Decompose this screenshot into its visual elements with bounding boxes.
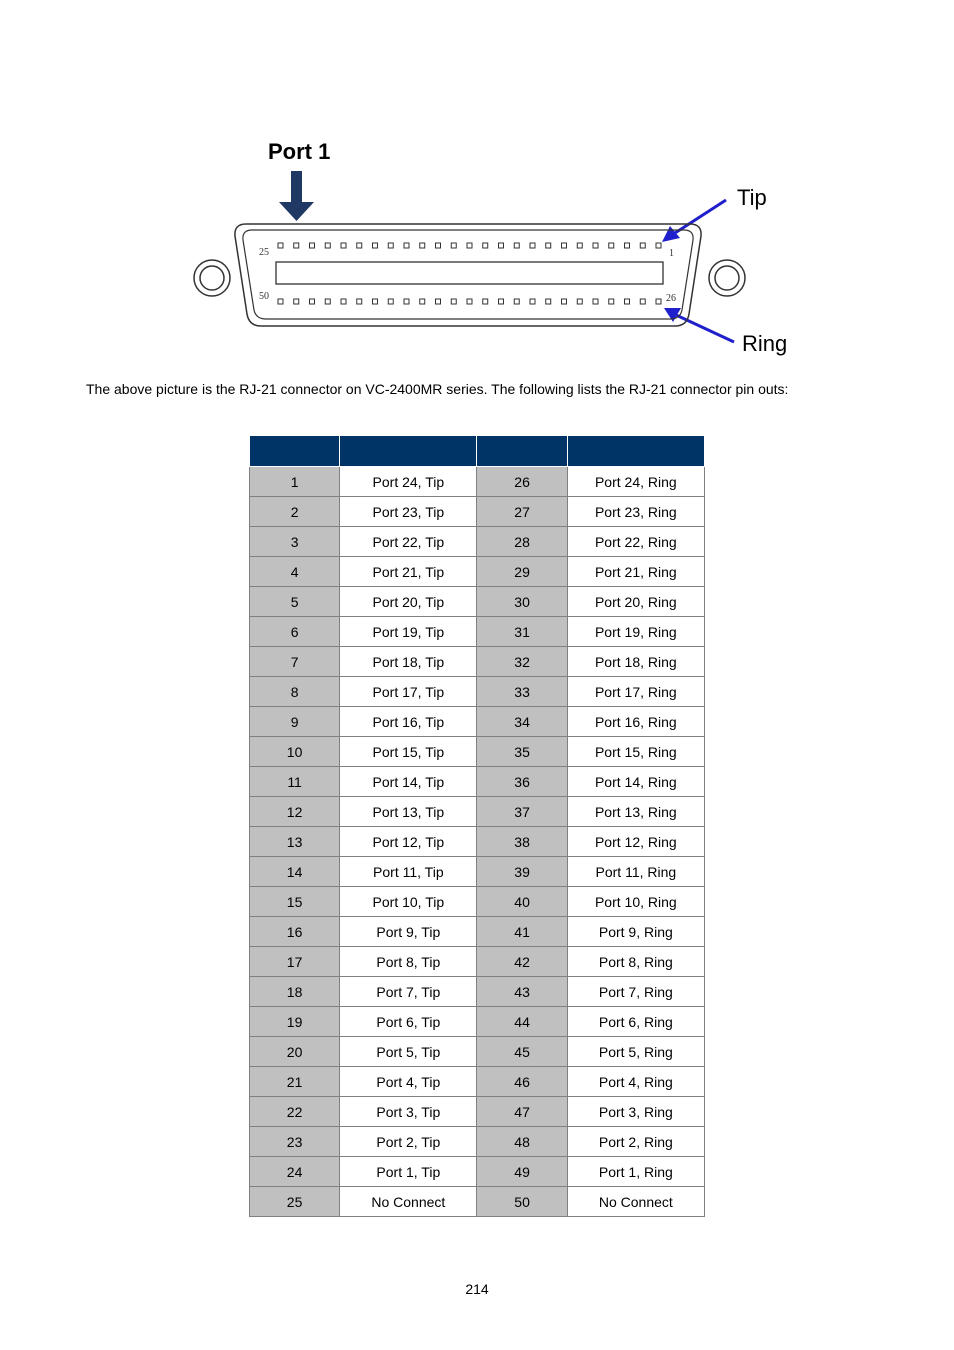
connector-pin [640,299,645,304]
pin-signal-cell: Port 10, Tip [340,887,477,917]
connector-pin [404,299,409,304]
header-cell-pin-b [477,436,567,467]
right-mounting-hole [709,260,745,296]
pin-signal-cell: Port 19, Tip [340,617,477,647]
pin-signal-cell: Port 23, Ring [567,497,704,527]
connector-pin [625,243,630,248]
pin-number-cell: 50 [477,1187,567,1217]
connector-pin [325,299,330,304]
rj21-connector-diagram [0,0,954,370]
table-row [250,1037,705,1067]
pin-signal-cell: Port 1, Tip [340,1157,477,1187]
pin-signal-cell: Port 3, Tip [340,1097,477,1127]
pin-signal-cell: Port 6, Ring [567,1007,704,1037]
pin-number-cell: 26 [477,467,567,497]
pin-number-cell: 20 [250,1037,340,1067]
connector-pin [294,243,299,248]
connector-pin [388,299,393,304]
pin-signal-cell: Port 17, Tip [340,677,477,707]
table-row [250,857,705,887]
table-row [250,767,705,797]
pin-number-cell: 2 [250,497,340,527]
connector-pin [546,243,551,248]
pin-number-cell: 31 [477,617,567,647]
connector-pin [514,299,519,304]
connector-pin [499,299,504,304]
pin-signal-cell: Port 7, Tip [340,977,477,1007]
bottom-pin-row [278,299,661,304]
table-row [250,1157,705,1187]
pin-number-cell: 34 [477,707,567,737]
pin-number-cell: 46 [477,1067,567,1097]
pin-signal-cell: Port 17, Ring [567,677,704,707]
connector-pin [609,243,614,248]
pin-signal-cell: Port 22, Tip [340,527,477,557]
pin-label-bottom-right: 26 [666,293,676,304]
connector-pin [530,243,535,248]
ring-label: Ring [742,331,788,356]
pin-signal-cell: Port 12, Tip [340,827,477,857]
table-row [250,707,705,737]
connector-pin [609,299,614,304]
connector-pin [499,243,504,248]
pin-signal-cell: Port 9, Ring [567,917,704,947]
table-row [250,977,705,1007]
table-row [250,587,705,617]
pin-number-cell: 7 [250,647,340,677]
pin-signal-cell: Port 4, Ring [567,1067,704,1097]
table-row [250,557,705,587]
pin-signal-cell: Port 15, Ring [567,737,704,767]
pin-number-cell: 22 [250,1097,340,1127]
pin-signal-cell: Port 5, Ring [567,1037,704,1067]
table-row [250,1097,705,1127]
pin-signal-cell: Port 8, Ring [567,947,704,977]
table-row [250,617,705,647]
pin-number-cell: 24 [250,1157,340,1187]
connector-pin [467,243,472,248]
table-row [250,467,705,497]
pin-signal-cell: Port 18, Ring [567,647,704,677]
connector-pin [656,299,661,304]
connector-pin [278,299,283,304]
pin-signal-cell: Port 15, Tip [340,737,477,767]
connector-pin [530,299,535,304]
tip-label: Tip [737,185,767,210]
connector-pin [483,243,488,248]
table-row [250,527,705,557]
pin-number-cell: 28 [477,527,567,557]
pin-signal-cell: Port 24, Tip [340,467,477,497]
pin-signal-cell: Port 10, Ring [567,887,704,917]
table-row [250,917,705,947]
connector-pin [546,299,551,304]
pin-signal-cell: Port 11, Ring [567,857,704,887]
pin-number-cell: 39 [477,857,567,887]
table-row [250,947,705,977]
pin-signal-cell: Port 22, Ring [567,527,704,557]
pin-number-cell: 8 [250,677,340,707]
table-row [250,737,705,767]
connector-pin [373,243,378,248]
pin-number-cell: 43 [477,977,567,1007]
pin-signal-cell: No Connect [567,1187,704,1217]
pin-number-cell: 49 [477,1157,567,1187]
pin-signal-cell: Port 1, Ring [567,1157,704,1187]
connector-shell-outer [235,224,701,326]
pin-number-cell: 19 [250,1007,340,1037]
connector-caption: The above picture is the RJ-21 connector on VC-2400MR series. The following lists the RJ-21 connector pin outs: [86,381,789,397]
connector-pin [341,299,346,304]
connector-pin [625,299,630,304]
pin-number-cell: 10 [250,737,340,767]
pin-signal-cell: Port 14, Tip [340,767,477,797]
pin-number-cell: 13 [250,827,340,857]
table-row [250,827,705,857]
connector-pin [514,243,519,248]
pin-signal-cell: Port 5, Tip [340,1037,477,1067]
pin-signal-cell: Port 3, Ring [567,1097,704,1127]
pin-number-cell: 21 [250,1067,340,1097]
pin-number-cell: 37 [477,797,567,827]
pin-signal-cell: No Connect [340,1187,477,1217]
pin-signal-cell: Port 8, Tip [340,947,477,977]
table-row [250,1007,705,1037]
connector-pin [483,299,488,304]
pin-signal-cell: Port 23, Tip [340,497,477,527]
connector-pin [436,299,441,304]
pin-number-cell: 4 [250,557,340,587]
pin-signal-cell: Port 13, Ring [567,797,704,827]
left-mounting-hole [194,260,230,296]
connector-pin [404,243,409,248]
connector-pin [341,243,346,248]
pin-number-cell: 5 [250,587,340,617]
connector-pin [388,243,393,248]
table-row [250,797,705,827]
pin-signal-cell: Port 21, Tip [340,557,477,587]
pin-signal-cell: Port 21, Ring [567,557,704,587]
pin-number-cell: 27 [477,497,567,527]
port-1-arrow-icon [279,171,314,221]
pin-number-cell: 11 [250,767,340,797]
pin-number-cell: 14 [250,857,340,887]
pin-signal-cell: Port 11, Tip [340,857,477,887]
pin-signal-cell: Port 14, Ring [567,767,704,797]
pin-number-cell: 44 [477,1007,567,1037]
pin-number-cell: 41 [477,917,567,947]
pin-number-cell: 48 [477,1127,567,1157]
pin-label-top-left: 25 [259,247,269,258]
connector-pin [436,243,441,248]
table-header-row [250,436,705,467]
pin-number-cell: 9 [250,707,340,737]
pin-number-cell: 17 [250,947,340,977]
pin-number-cell: 30 [477,587,567,617]
connector-pin [325,243,330,248]
table-row [250,1067,705,1097]
pin-signal-cell: Port 19, Ring [567,617,704,647]
connector-pin [420,243,425,248]
pin-number-cell: 3 [250,527,340,557]
connector-pin [451,243,456,248]
pin-signal-cell: Port 6, Tip [340,1007,477,1037]
pin-number-cell: 47 [477,1097,567,1127]
pin-number-cell: 32 [477,647,567,677]
connector-pin [310,299,315,304]
pin-label-top-right: 1 [669,248,674,259]
pin-signal-cell: Port 9, Tip [340,917,477,947]
connector-pin [451,299,456,304]
pin-number-cell: 23 [250,1127,340,1157]
pin-number-cell: 25 [250,1187,340,1217]
pin-number-cell: 40 [477,887,567,917]
pin-number-cell: 42 [477,947,567,977]
table-row [250,1187,705,1217]
connector-pin [467,299,472,304]
pin-signal-cell: Port 4, Tip [340,1067,477,1097]
pin-number-cell: 1 [250,467,340,497]
connector-pin [357,299,362,304]
pinout-table [249,435,705,1217]
pin-number-cell: 33 [477,677,567,707]
tip-arrow-line [675,200,726,233]
connector-pin [357,243,362,248]
pin-signal-cell: Port 16, Tip [340,707,477,737]
pin-signal-cell: Port 18, Tip [340,647,477,677]
page-number: 214 [465,1281,489,1297]
pin-number-cell: 45 [477,1037,567,1067]
port-1-label: Port 1 [268,139,331,164]
connector-pin [593,243,598,248]
pin-number-cell: 36 [477,767,567,797]
connector-pin [562,243,567,248]
pin-number-cell: 16 [250,917,340,947]
connector-pin [294,299,299,304]
top-pin-row [278,243,661,248]
pin-number-cell: 29 [477,557,567,587]
pin-number-cell: 12 [250,797,340,827]
pin-number-cell: 15 [250,887,340,917]
connector-pin [278,243,283,248]
pin-signal-cell: Port 20, Ring [567,587,704,617]
connector-pin [640,243,645,248]
pin-signal-cell: Port 13, Tip [340,797,477,827]
table-row [250,647,705,677]
connector-pin [577,299,582,304]
header-cell-pin-a [250,436,340,467]
table-row [250,1127,705,1157]
pin-number-cell: 6 [250,617,340,647]
ring-arrow-line [676,315,734,342]
pin-number-cell: 35 [477,737,567,767]
table-row [250,887,705,917]
tip-arrow-icon [662,226,680,242]
connector-pin [373,299,378,304]
pin-label-bottom-left: 50 [259,291,269,302]
connector-slot [276,262,663,284]
table-row [250,497,705,527]
connector-pin [656,243,661,248]
connector-pin [562,299,567,304]
pin-number-cell: 18 [250,977,340,1007]
connector-pin [420,299,425,304]
connector-pin [310,243,315,248]
pin-signal-cell: Port 2, Tip [340,1127,477,1157]
pin-signal-cell: Port 20, Tip [340,587,477,617]
header-cell-desc-a [340,436,477,467]
pin-signal-cell: Port 2, Ring [567,1127,704,1157]
connector-pin [593,299,598,304]
header-cell-desc-b [567,436,704,467]
pin-number-cell: 38 [477,827,567,857]
pin-signal-cell: Port 24, Ring [567,467,704,497]
pin-signal-cell: Port 16, Ring [567,707,704,737]
connector-pin [577,243,582,248]
pin-signal-cell: Port 7, Ring [567,977,704,1007]
table-row [250,677,705,707]
pin-signal-cell: Port 12, Ring [567,827,704,857]
